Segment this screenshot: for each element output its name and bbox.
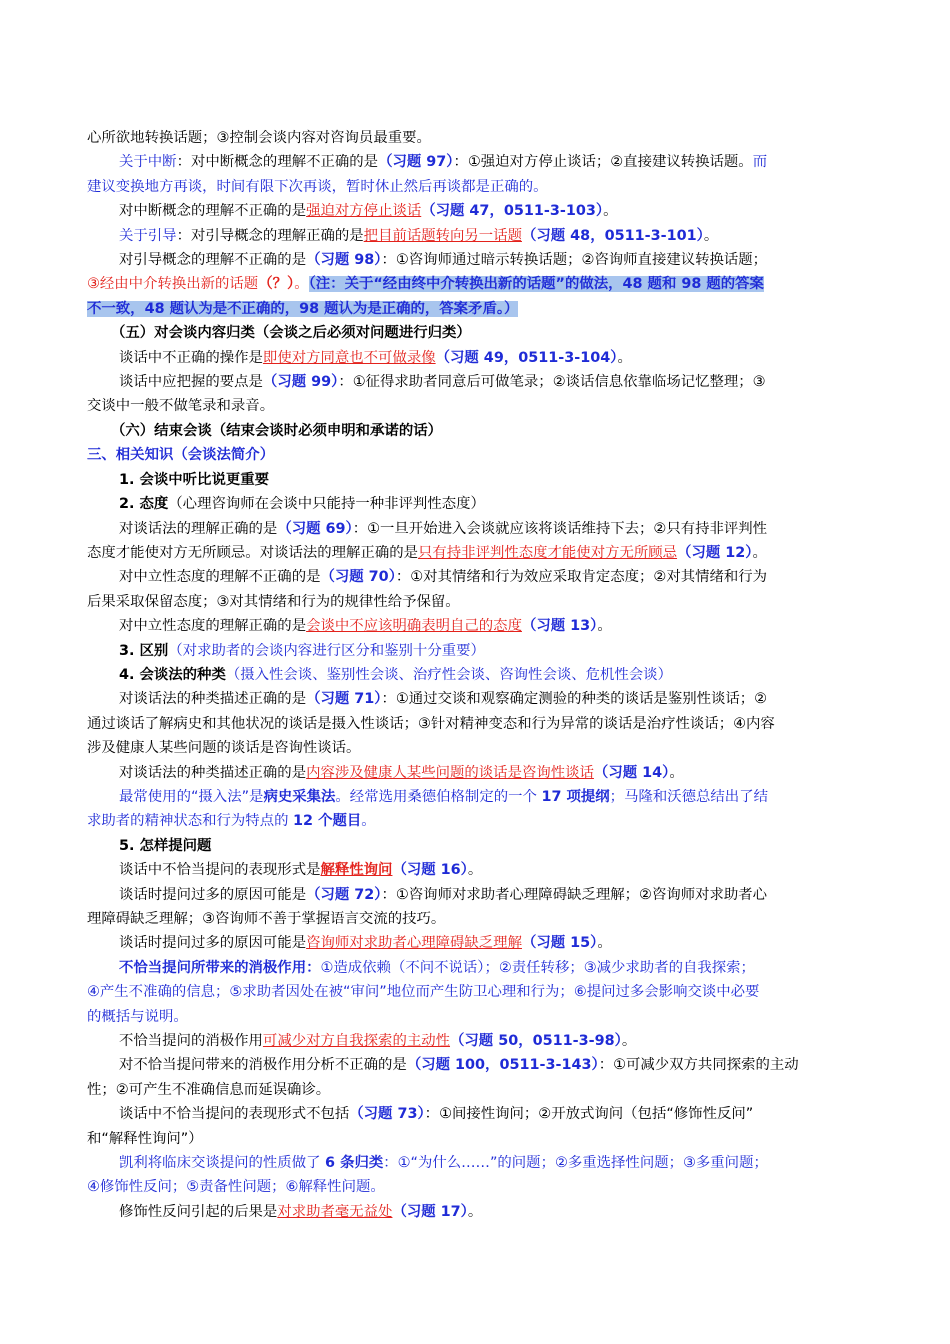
text-run: 。 [294, 276, 309, 293]
text-run: （习题 17） [392, 1203, 468, 1220]
text-run: ：①对其情绪和行为效应采取肯定态度；②对其情绪和行为 [395, 569, 768, 586]
text-run: ：①咨询师通过暗示转换话题；②咨询师直接建议转换话题； [381, 252, 768, 269]
text-run: 对中立性态度的理解正确的是 [119, 618, 307, 635]
text-run: （习题 48，0511-3-101） [521, 227, 704, 244]
text-run: ；马隆和沃德总结出了结 [609, 788, 768, 805]
text-line [87, 980, 893, 1004]
text-run: （习题 97） [378, 154, 454, 171]
text-line [87, 126, 893, 150]
text-line [87, 1102, 893, 1126]
text-run: 1. 会谈中听比说更重要 [119, 471, 270, 488]
text-run: 谈话中不正确的操作是 [119, 349, 263, 366]
text-line [87, 297, 893, 321]
text-line [87, 443, 893, 467]
text-run: 对引导概念的理解不正确的是 [119, 252, 307, 269]
text-run: 关于中断 [119, 154, 177, 171]
text-run: 即使对方同意也不可做录像 [262, 349, 436, 366]
text-run: 谈话时提问过多的原因可能是 [119, 935, 307, 952]
text-run: （习题 100，0511-3-143） [406, 1057, 599, 1074]
text-run: 。 [597, 935, 612, 952]
text-run: （对求助者的会谈内容进行区分和鉴别十分重要） [168, 642, 485, 659]
text-line [87, 761, 893, 785]
text-run: 求助者的精神状态和行为特点的 [87, 813, 294, 830]
text-run: 6 条归类 [325, 1155, 384, 1172]
text-run: 。 [597, 618, 612, 635]
text-run: ：①“为什么……”的问题；②多重选择性问题；③多重问题； [383, 1155, 768, 1172]
text-run: （习题 71） [306, 691, 382, 708]
text-run: ：①通过交谈和观察确定测验的种类的谈话是鉴别性谈话；② [381, 691, 768, 708]
text-run: （心理咨询师在会谈中只能持一种非评判性态度） [168, 496, 485, 513]
text-run: ①造成依赖（不问不说话）；②责任转移；③减少求助者的自我探索； [320, 959, 755, 976]
text-run: 可减少对方自我探索的主动性 [262, 1033, 451, 1050]
text-line [87, 687, 893, 711]
text-run: 。 [467, 862, 483, 879]
text-line [87, 590, 893, 614]
text-run: 对谈话法的种类描述正确的是 [119, 764, 307, 781]
text-run: 谈话时提问过多的原因可能是 [119, 886, 307, 903]
text-run: 。 [467, 1203, 483, 1220]
text-run: 强迫对方停止谈话 [306, 203, 422, 220]
text-line [87, 394, 893, 418]
text-run: 对求助者毫无益处 [277, 1203, 393, 1220]
text-run: ：①咨询师对求助者心理障碍缺乏理解；②咨询师对求助者心 [381, 886, 768, 903]
text-run: 把目前话题转向另一话题 [363, 227, 522, 244]
text-run: 谈话中不恰当提问的表现形式不包括 [119, 1106, 350, 1123]
text-line [87, 614, 893, 638]
text-run: 心所欲地转换话题；③控制会谈内容对咨询员最重要。 [87, 130, 431, 146]
text-run: 的概括与说明。 [87, 1008, 188, 1025]
text-run: （习题 50，0511-3-98） [450, 1033, 622, 1050]
text-line [87, 1200, 893, 1224]
text-run: 只有持非评判性态度才能使对方无所顾忌 [418, 544, 678, 561]
text-line [87, 248, 893, 272]
text-run: 关于引导 [119, 227, 177, 244]
text-run: 。 [669, 764, 684, 781]
text-run: （习题 73） [349, 1106, 425, 1123]
text-run: 。 [603, 203, 618, 220]
text-line [87, 175, 893, 199]
text-run: 。 [617, 349, 632, 366]
text-run: （习题 16） [392, 862, 468, 879]
text-line [87, 199, 893, 223]
text-run: （习题 70） [320, 569, 396, 586]
text-line [87, 224, 893, 248]
text-line [87, 272, 893, 296]
text-line [87, 1053, 893, 1077]
text-run: 2. 态度 [119, 496, 169, 513]
text-run: 最常使用的“摄入法”是 [119, 788, 264, 805]
text-run: （六）结束会谈（结束会谈时必须申明和承诺的话） [111, 422, 442, 439]
text-line [87, 712, 893, 736]
text-run: 不恰当提问所带来的消极作用： [119, 959, 321, 976]
text-run: 谈话中不恰当提问的表现形式是 [119, 862, 321, 879]
text-line [87, 736, 893, 760]
text-run: ：①可减少双方共同探索的主动 [598, 1057, 799, 1074]
text-run: （习题 99） [262, 374, 339, 391]
text-run: 修饰性反问引起的后果是 [119, 1203, 278, 1220]
text-run: ④产生不准确的信息；⑤求助者因处在被“审问”地位而产生防卫心理和行为；⑥提问过多会影响交谈中必要 [87, 984, 760, 1001]
text-run: 不恰当提问的消极作用 [119, 1033, 263, 1050]
text-run: 建议变换地方再谈，时间有限下次再谈，暂时休止然后再谈都是正确的。 [87, 178, 548, 195]
text-run: 对谈话法的种类描述正确的是 [119, 691, 307, 708]
text-line [87, 1151, 893, 1175]
text-run: 对谈话法的理解正确的是 [119, 520, 278, 537]
text-run: 交谈中一般不做笔录和录音。 [87, 398, 275, 415]
text-run: 三、相关知识（会谈法简介） [87, 447, 275, 464]
text-run: 对不恰当提问带来的消极作用分析不正确的是 [119, 1057, 407, 1074]
text-run: （注：关于“经由终中介转换出新的话题”的做法，48 题和 98 题的答案 [308, 276, 764, 293]
text-run: 4. 会谈法的种类 [119, 666, 226, 683]
text-run: 对中断概念的理解不正确的是 [119, 203, 307, 220]
text-run: ：①强迫对方停止谈话；②直接建议转换话题。 [453, 154, 753, 171]
text-run: （习题 49，0511-3-104） [435, 349, 618, 366]
section-heading [87, 321, 893, 345]
text-run: （习题 14） [593, 764, 670, 781]
text-run: 。经常选用桑德伯格制定的一个 [335, 788, 542, 805]
text-run: 会谈中不应该明确表明自己的态度 [306, 618, 522, 635]
text-run: 咨询师对求助者心理障碍缺乏理解 [306, 935, 522, 952]
text-line [87, 1175, 893, 1199]
text-run: （习题 12） [677, 544, 753, 561]
text-run: （习题 72） [306, 886, 382, 903]
text-line [87, 346, 893, 370]
text-run: 不一致，48 题认为是不正确的，98 题认为是正确的，答案矛盾。） [87, 300, 519, 317]
text-line [87, 663, 893, 687]
text-run: 。 [621, 1033, 637, 1050]
text-run: （五）对会谈内容归类（会谈之后必须对问题进行归类） [111, 325, 471, 342]
text-run: 。 [703, 227, 719, 244]
text-run: （习题 15） [521, 935, 598, 952]
text-run: 后果采取保留态度；③对其情绪和行为的规律性给予保留。 [87, 593, 460, 610]
text-run: 凯利将临床交谈提问的性质做了 [119, 1155, 326, 1172]
text-line [87, 956, 893, 980]
text-line [87, 541, 893, 565]
text-run: （习题 47，0511-3-103） [421, 203, 604, 220]
text-run: 17 项提纲 [541, 788, 610, 805]
text-line [87, 1127, 893, 1151]
text-run: （习题 98） [306, 252, 382, 269]
text-line [87, 785, 893, 809]
text-run: （习题 13） [521, 618, 598, 635]
text-line [87, 834, 893, 858]
text-line [87, 492, 893, 516]
text-run: ：①征得求助者同意后可做笔录；②谈话信息依靠临场记忆整理；③ [338, 374, 766, 391]
text-run: （？） [258, 276, 295, 293]
text-run: 性；②可产生不准确信息而延误确诊。 [87, 1081, 331, 1098]
text-line [87, 639, 893, 663]
text-run: 3. 区别 [119, 642, 169, 659]
text-line [87, 907, 893, 931]
text-run: 。 [361, 813, 376, 830]
text-line [87, 370, 893, 394]
text-run: 病史采集法 [263, 788, 336, 805]
document-page [87, 126, 893, 1224]
text-run: 和“解释性询问”） [87, 1130, 203, 1147]
text-run: 内容涉及健康人某些问题的谈话是咨询性谈话 [306, 764, 594, 781]
text-run: ：①间接性询问；②开放式询问（包括“修饰性反问” [424, 1106, 754, 1123]
text-line [87, 150, 893, 174]
text-line [87, 883, 893, 907]
text-line [87, 809, 893, 833]
text-run: 态度才能使对方无所顾忌。对谈话法的理解正确的是 [87, 544, 418, 561]
text-line [87, 858, 893, 882]
text-line [87, 931, 893, 955]
text-run: 谈话中应把握的要点是 [119, 374, 263, 391]
text-run: 12 个题目 [293, 813, 362, 830]
text-run: （摄入性会谈、鉴别性会谈、治疗性会谈、咨询性会谈、危机性会谈） [225, 666, 672, 683]
text-run: ④修饰性反问；⑤责备性问题；⑥解释性问题。 [87, 1179, 385, 1196]
text-run: 解释性询问 [320, 862, 393, 879]
text-line [87, 565, 893, 589]
text-line [87, 517, 893, 541]
text-run: 5. 怎样提问题 [119, 837, 212, 854]
text-run: 理障碍缺乏理解；③咨询师不善于掌握语言交流的技巧。 [87, 911, 446, 927]
text-run: （习题 69） [277, 520, 353, 537]
text-run: 通过谈话了解病史和其他状况的谈话是摄入性谈话；③针对精神变态和行为异常的谈话是治疗性谈话；④内容 [87, 715, 775, 732]
text-line [87, 1078, 893, 1102]
text-run: ：①一旦开始进入会谈就应该将谈话维持下去；②只有持非评判性 [352, 520, 768, 537]
section-heading [87, 419, 893, 443]
text-run: 对中立性态度的理解不正确的是 [119, 569, 321, 586]
text-line [87, 1005, 893, 1029]
text-run: ：对引导概念的理解正确的是 [176, 227, 364, 244]
text-line [87, 468, 893, 492]
text-run: 。 [752, 544, 767, 561]
text-line [87, 1029, 893, 1053]
text-run: 涉及健康人某些问题的谈话是咨询性谈话。 [87, 740, 361, 757]
text-run: ③经由中介转换出新的话题 [87, 276, 259, 293]
text-run: 而 [752, 154, 768, 171]
text-run: ：对中断概念的理解不正确的是 [176, 154, 379, 171]
